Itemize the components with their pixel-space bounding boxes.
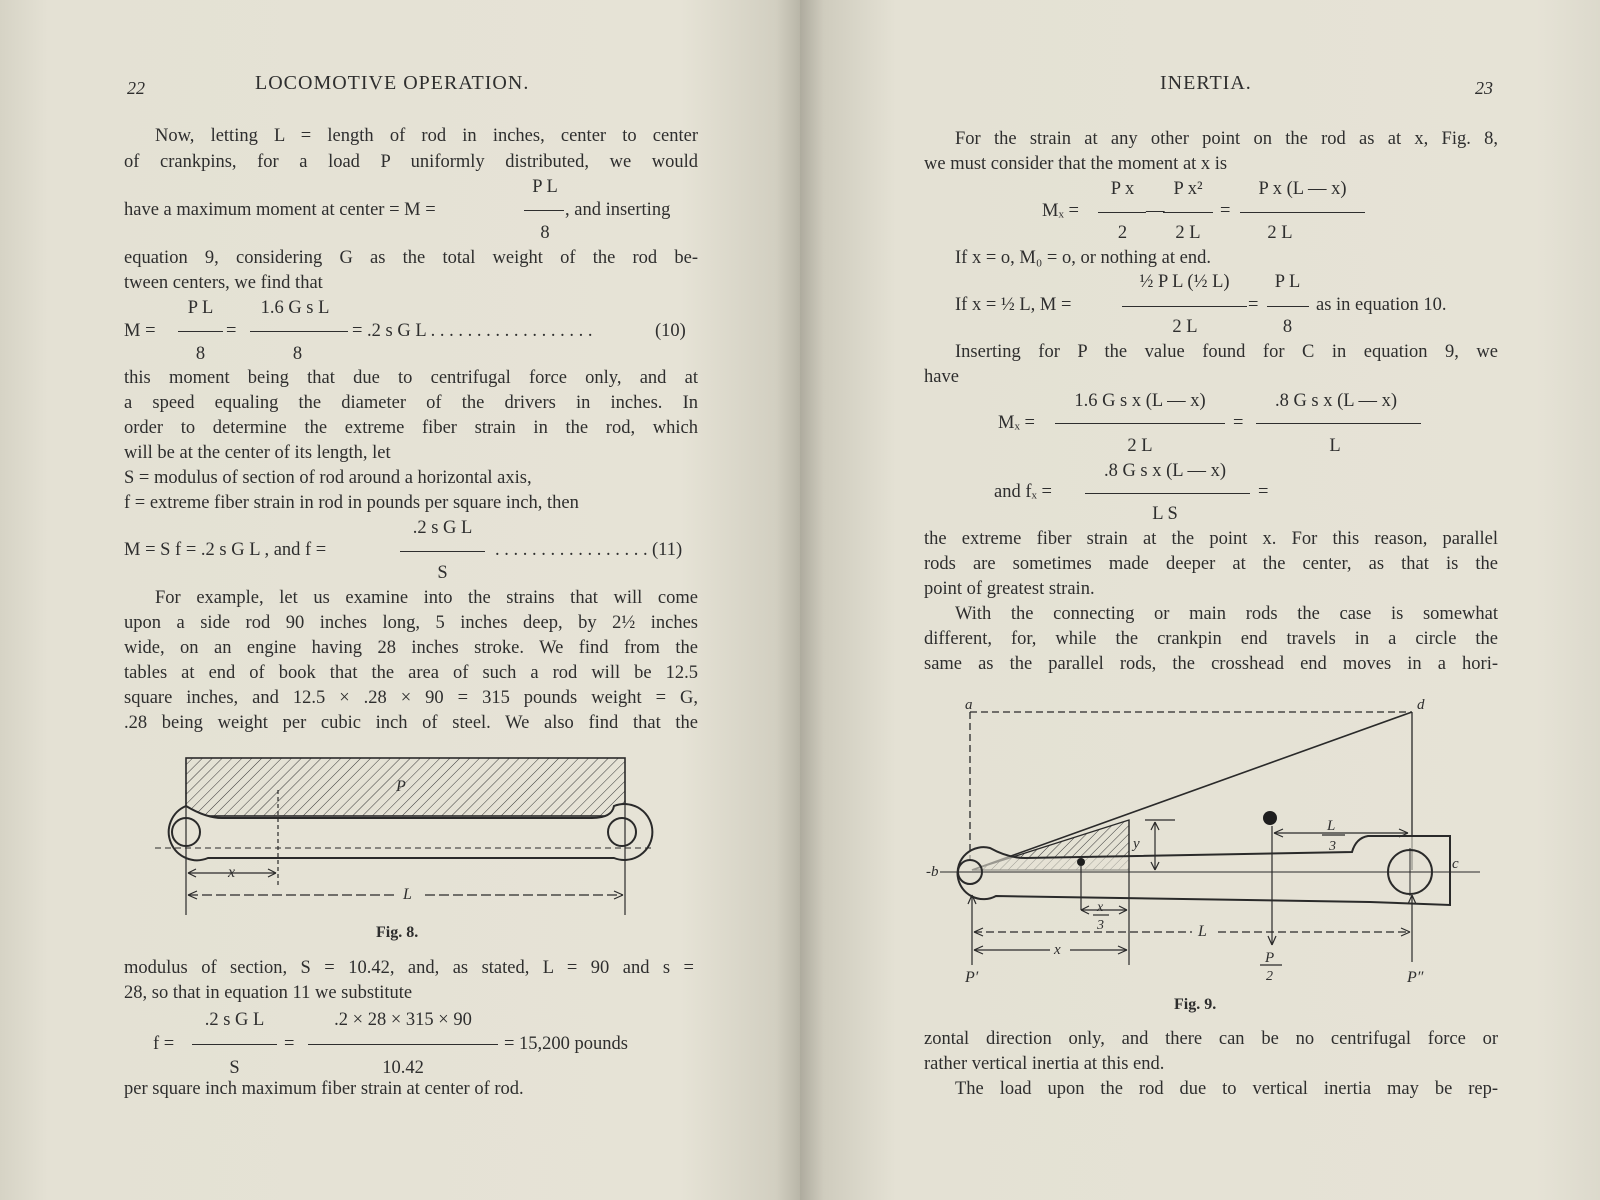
text-line: the extreme fiber strain at the point x. For this reason, parallel xyxy=(924,529,1498,549)
text-line: per square inch maximum fiber strain at center of rod. xyxy=(124,1079,524,1099)
equation-number: (11) xyxy=(652,540,683,560)
fraction-numerator: ½ P L (½ L) xyxy=(1139,272,1230,292)
text-line: different, for, while the crankpin end travels in a circle the xyxy=(924,629,1498,649)
fig8-label-x: x xyxy=(228,864,236,881)
page-number: 22 xyxy=(127,78,145,98)
fraction-denominator: 2 L xyxy=(1172,317,1198,337)
fraction-denominator: L S xyxy=(1152,504,1178,524)
fraction-denominator: 2 L xyxy=(1267,223,1293,243)
fraction-denominator: S xyxy=(437,563,448,583)
fraction-denominator: 8 xyxy=(1282,317,1293,337)
text-line: tween centers, we find that xyxy=(124,273,323,293)
fig9-label-y: y xyxy=(1133,836,1140,852)
text-line: Inserting for P the value found for C in equation 9, we xyxy=(955,342,1498,362)
text-line: rather vertical inertia at this end. xyxy=(924,1054,1165,1074)
text-line: have xyxy=(924,367,959,387)
equation: = xyxy=(1248,295,1259,315)
fig9-label-a: a xyxy=(965,697,973,713)
fraction-numerator: .8 G s x (L — x) xyxy=(1103,461,1227,481)
fig9-label-c: c xyxy=(1452,856,1459,872)
equation: = xyxy=(284,1034,295,1054)
fraction-numerator: P x (L — x) xyxy=(1258,179,1347,199)
text-line: For example, let us examine into the strains that will come xyxy=(155,588,698,608)
text-line: equation 9, considering G as the total weight of the rod be- xyxy=(124,248,698,268)
fig9-diagram xyxy=(800,0,1600,1200)
equation: = xyxy=(1233,413,1244,433)
equation: M = xyxy=(124,321,156,341)
fraction-numerator: .2 s G L xyxy=(412,518,473,538)
fig9-caption: Fig. 9. xyxy=(1174,996,1217,1013)
text-line: same as the parallel rods, the crosshead end moves in a hori- xyxy=(924,654,1498,674)
connecting-rod-outline xyxy=(958,836,1450,905)
fraction-numerator: .2 × 28 × 315 × 90 xyxy=(334,1010,472,1030)
equation: = 15,200 pounds xyxy=(504,1034,629,1054)
fig8-label-l: L xyxy=(403,886,412,903)
fraction-denominator: 2 L xyxy=(1127,436,1153,456)
text-line: square inches, and 12.5 × .28 × 90 = 315 pounds weight = G, xyxy=(124,688,698,708)
fraction-denominator: 10.42 xyxy=(382,1058,424,1078)
text-line: With the connecting or main rods the case is somewhat xyxy=(955,604,1498,624)
text-line: will be at the center of its length, let xyxy=(124,443,391,463)
fig9-label-l3-denominator: 3 xyxy=(1329,839,1336,854)
fraction-denominator: L xyxy=(1329,436,1341,456)
equation: If x = ½ L, M = xyxy=(955,295,1072,315)
equation: Mₓ = xyxy=(1042,201,1079,221)
fraction-numerator: P x xyxy=(1110,179,1135,199)
fraction-bar xyxy=(308,1044,498,1045)
text-line: have a maximum moment at center = M = xyxy=(124,200,436,220)
text-line: The load upon the rod due to vertical inertia may be rep- xyxy=(955,1079,1498,1099)
fig8-caption: Fig. 8. xyxy=(376,924,419,941)
fraction-denominator: 8 xyxy=(195,344,206,364)
running-head: LOCOMOTIVE OPERATION. xyxy=(255,72,530,94)
fig9-label-l: L xyxy=(1198,923,1207,940)
fig9-label-l3-numerator: L xyxy=(1327,818,1336,834)
page-number: 23 xyxy=(1475,78,1493,98)
equation: M = S f = .2 s G L , and f = xyxy=(124,540,327,560)
fraction-denominator: 2 xyxy=(1117,223,1128,243)
fraction-bar xyxy=(192,1044,277,1045)
text-line: point of greatest strain. xyxy=(924,579,1095,599)
text-line: upon a side rod 90 inches long, 5 inches deep, by 2½ inches xyxy=(124,613,698,633)
equation: = xyxy=(1258,482,1269,502)
fraction-numerator: P x² xyxy=(1173,179,1203,199)
right-page xyxy=(800,0,1600,1200)
equation-number: (10) xyxy=(655,321,686,341)
fraction-numerator: 1.6 G s x (L — x) xyxy=(1074,391,1206,411)
fraction-denominator: 8 xyxy=(292,344,303,364)
text-line: we must consider that the moment at x is xyxy=(924,154,1228,174)
fraction-numerator: P L xyxy=(532,177,558,197)
text-line: a speed equaling the diameter of the drivers in inches. In xyxy=(124,393,698,413)
fig9-label-p2-numerator: P xyxy=(1265,950,1275,966)
fig9-label-p2-denominator: 2 xyxy=(1266,969,1273,984)
text-line: tables at end of book that the area of such a rod will be 12.5 xyxy=(124,663,698,683)
fraction-denominator: 8 xyxy=(540,223,550,243)
text-line: For the strain at any other point on the rod as at x, Fig. 8, xyxy=(955,129,1498,149)
text-line: of crankpins, for a load P uniformly distributed, we would xyxy=(124,152,698,172)
inertia-triangle xyxy=(970,712,1412,870)
text-line: If x = o, M₀ = o, or nothing at end. xyxy=(955,248,1211,268)
fraction-numerator: .8 G s x (L — x) xyxy=(1274,391,1398,411)
equation: Mₓ = xyxy=(998,413,1035,433)
equation: = xyxy=(226,321,237,341)
equation: f = xyxy=(153,1034,175,1054)
text-line: wide, on an engine having 28 inches stroke. We find from the xyxy=(124,638,698,658)
fraction-numerator: P L xyxy=(187,298,214,318)
equation: — xyxy=(1146,201,1165,221)
text-line: this moment being that due to centrifugal force only, and at xyxy=(124,368,698,388)
text-line: , and inserting xyxy=(565,200,671,220)
text-line: .28 being weight per cubic inch of steel. We also find that the xyxy=(124,713,698,733)
equation: as in equation 10. xyxy=(1316,295,1447,315)
fraction-denominator: 2 L xyxy=(1175,223,1201,243)
definition-line: f = extreme fiber strain in rod in pounds per square inch, then xyxy=(124,493,579,513)
fig9-label-x3-numerator: x xyxy=(1097,900,1104,915)
text-line: rods are sometimes made deeper at the center, as that is the xyxy=(924,554,1498,574)
fig8-label-p: P xyxy=(396,778,406,795)
equation: = .2 s G L . . . . . . . . . . . . . . . . . . xyxy=(352,321,593,341)
running-head: INERTIA. xyxy=(1160,72,1252,94)
text-line: 28, so that in equation 11 we substitute xyxy=(124,983,413,1003)
fig9-label-d: d xyxy=(1417,697,1425,713)
fig9-label-p-double-prime: P″ xyxy=(1407,969,1424,986)
definition-line: S = modulus of section of rod around a horizontal axis, xyxy=(124,468,532,488)
fig9-label-x3-denominator: 3 xyxy=(1097,918,1104,933)
equation: = xyxy=(1220,201,1231,221)
fig9-label-b: -b xyxy=(926,864,939,880)
equation: . . . . . . . . . . . . . . . . . xyxy=(495,540,648,560)
fraction-numerator: P L xyxy=(1274,272,1301,292)
fraction-denominator: S xyxy=(229,1058,240,1078)
text-line: modulus of section, S = 10.42, and, as stated, L = 90 and s = xyxy=(124,958,694,978)
text-line: Now, letting L = length of rod in inches, center to center xyxy=(155,126,698,146)
text-line: zontal direction only, and there can be no centrifugal force or xyxy=(924,1029,1498,1049)
text-line: order to determine the extreme fiber strain in the rod, which xyxy=(124,418,698,438)
fig9-label-p-prime: P′ xyxy=(965,969,979,986)
fraction-numerator: .2 s G L xyxy=(204,1010,265,1030)
equation: and fₓ = xyxy=(994,482,1052,502)
fig9-label-x: x xyxy=(1054,942,1061,958)
fraction-numerator: 1.6 G s L xyxy=(260,298,330,318)
